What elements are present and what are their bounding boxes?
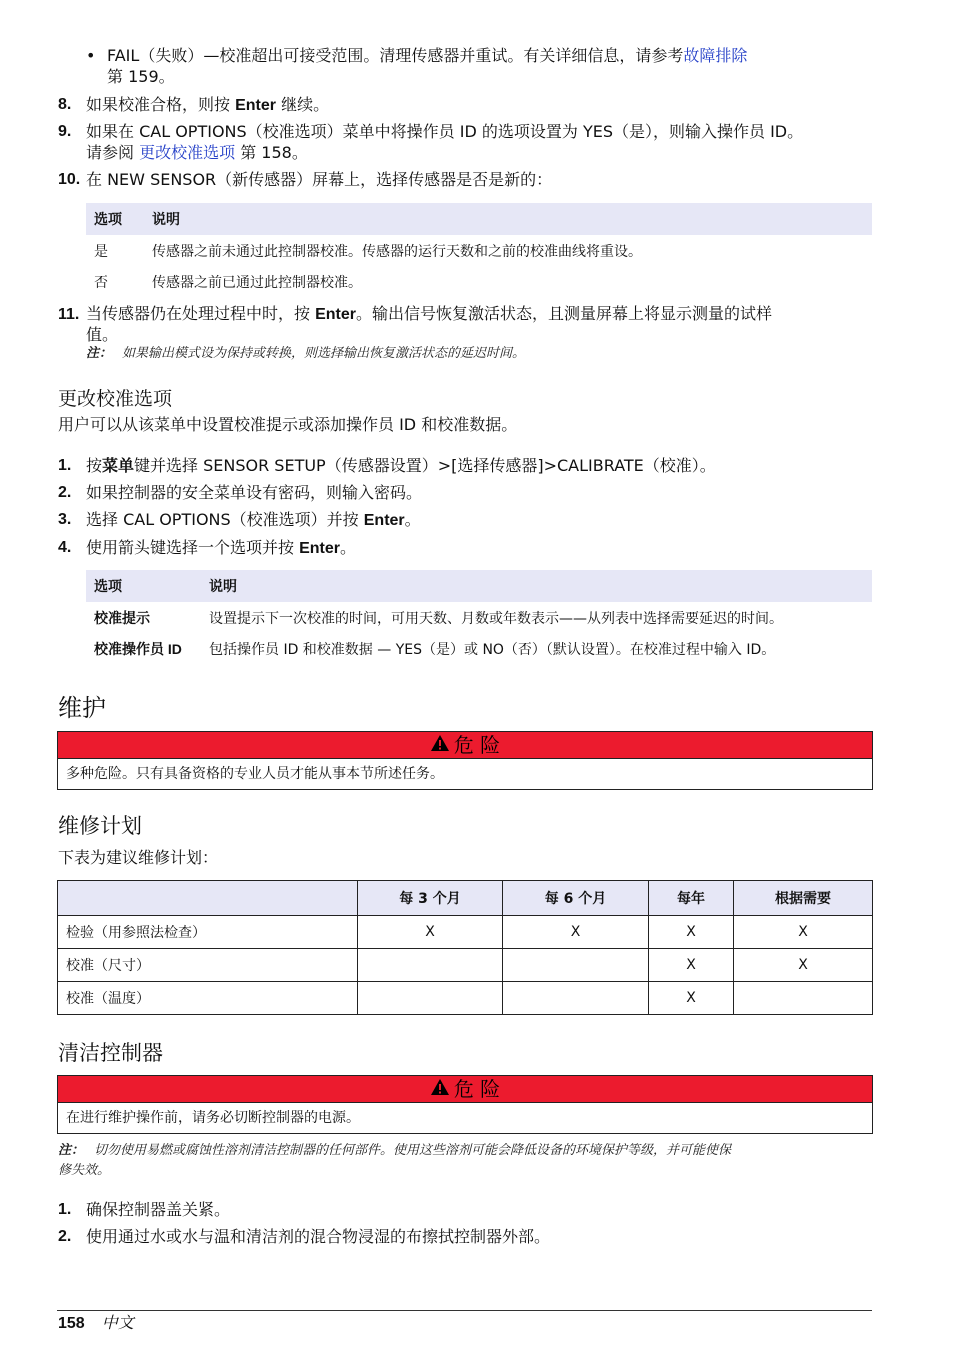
option-cell: 是	[94, 243, 108, 260]
danger-title: 危 险	[453, 1077, 501, 1101]
cal-step-4-part-a: 使用箭头键选择一个选项并按	[86, 538, 300, 557]
option-cell: 校准提示	[94, 609, 150, 626]
schedule-cell	[503, 949, 649, 982]
cal-step-1-part-b: 键并选择 SENSOR SETUP（传感器设置）>[选择传感器]>CALIBRATE（校准）。	[134, 456, 716, 475]
schedule-cell	[734, 982, 873, 1015]
warning-triangle-icon	[430, 1076, 450, 1102]
schedule-cell	[358, 982, 503, 1015]
schedule-cell: X	[734, 916, 873, 949]
cal-step-3-number: 3.	[58, 511, 72, 528]
option-cell: 校准操作员 ID	[94, 640, 182, 657]
cal-step-4-part-b: 。	[340, 538, 357, 557]
cal-step-4-number: 4.	[58, 539, 72, 556]
clean-step-2-text: 使用通过水或水与温和清洁剂的混合物浸湿的布擦拭控制器外部。	[86, 1227, 551, 1246]
step-11-part-b: 。输出信号恢复激活状态，且测量屏幕上将显示测量的试样	[356, 304, 773, 323]
section-title-clean-controller: 清洁控制器	[58, 1041, 163, 1065]
fail-bullet-line1	[107, 45, 747, 67]
schedule-cell: X	[649, 916, 734, 949]
step-9-number: 9.	[58, 123, 72, 140]
table-row	[86, 266, 872, 297]
table-row	[58, 982, 873, 1015]
section-title-maintenance: 维护	[58, 694, 106, 722]
enter-key-label: Enter	[235, 97, 276, 114]
description-cell: 传感器之前已通过此控制器校准。	[152, 274, 362, 291]
note-text: 如果输出模式设为保持或转换，则选择输出恢复激活状态的延迟时间。	[122, 346, 526, 361]
description-cell: 包括操作员 ID 和校准数据 — YES（是）或 NO（否）（默认设置）。在校准过程中输入 ID。	[209, 641, 776, 658]
schedule-cell: X	[734, 949, 873, 982]
step-9-line1: 如果在 CAL OPTIONS（校准选项）菜单中将操作员 ID 的选项设置为 YES（是），则输入操作员 ID。	[86, 122, 804, 141]
cal-step-4-text	[86, 537, 356, 560]
table-row	[86, 633, 872, 664]
column-header-option: 选项	[86, 203, 144, 235]
step-10-text: 在 NEW SENSOR（新传感器）屏幕上，选择传感器是否是新的：	[86, 170, 553, 189]
cal-step-2-text: 如果控制器的安全菜单设有密码，则输入密码。	[86, 483, 423, 502]
section-title-schedule: 维修计划	[58, 814, 142, 838]
column-header-description: 说明	[144, 203, 872, 235]
schedule-cell: X	[503, 916, 649, 949]
new-sensor-options-table	[86, 203, 872, 297]
cal-options-link[interactable]: 更改校准选项	[139, 143, 236, 162]
task-cell: 校准（尺寸）	[58, 949, 358, 982]
enter-key-label: Enter	[299, 540, 340, 557]
danger-header	[58, 732, 872, 759]
note-solvents-line2: 修失效。	[58, 1163, 111, 1178]
danger-text: 多种危险。只有具备资格的专业人员才能从事本节所述任务。	[66, 766, 444, 782]
schedule-intro: 下表为建议维修计划：	[58, 848, 219, 867]
footer-divider	[57, 1310, 872, 1311]
step-11-number: 11.	[58, 306, 80, 323]
note-label: 注：	[86, 346, 113, 361]
clean-step-1-number: 1.	[58, 1201, 72, 1218]
schedule-cell: X	[649, 982, 734, 1015]
fail-bullet-marker: •	[86, 46, 96, 65]
page-footer	[58, 1313, 134, 1334]
cal-options-table	[86, 570, 872, 664]
column-header-6-months: 每 6 个月	[503, 881, 649, 916]
table-row	[58, 916, 873, 949]
table-header-row	[86, 203, 872, 235]
enter-key-label: Enter	[315, 306, 356, 323]
schedule-cell	[503, 982, 649, 1015]
fail-bullet-text: FAIL（失败）—校准超出可接受范围。清理传感器并重试。有关详细信息，请参考	[107, 46, 684, 65]
table-row	[86, 602, 872, 633]
step-11-line1	[86, 303, 772, 326]
note-label: 注：	[58, 1143, 85, 1158]
cal-step-2-number: 2.	[58, 484, 72, 501]
step-8-number: 8.	[58, 96, 72, 113]
clean-step-2-number: 2.	[58, 1228, 72, 1245]
cal-step-3-part-a: 选择 CAL OPTIONS（校准选项）并按	[86, 510, 364, 529]
step-9-page: 第 158。	[235, 143, 308, 162]
column-header-3-months: 每 3 个月	[358, 881, 503, 916]
note-output-mode	[86, 344, 525, 364]
danger-box	[57, 731, 873, 790]
page-number: 158	[58, 1315, 85, 1332]
fail-bullet-page: 第 159。	[107, 67, 175, 86]
cal-step-1-text	[86, 455, 716, 478]
enter-key-label: Enter	[363, 512, 405, 529]
cal-step-1-number: 1.	[58, 457, 72, 474]
danger-title: 危 险	[453, 733, 501, 757]
step-10-number: 10.	[58, 171, 81, 188]
column-header-task	[58, 881, 358, 916]
warning-triangle-icon	[430, 732, 450, 758]
cal-step-1-part-a: 按	[86, 456, 103, 475]
troubleshooting-link[interactable]: 故障排除	[683, 46, 748, 65]
step-8-text	[86, 94, 329, 117]
danger-text: 在进行维护操作前，请务必切断控制器的电源。	[66, 1110, 360, 1126]
clean-step-1-text: 确保控制器盖关紧。	[86, 1200, 231, 1219]
option-cell: 否	[94, 274, 108, 291]
table-header-row	[86, 570, 872, 602]
column-header-as-needed: 根据需要	[734, 881, 873, 916]
note-solvents-line1	[58, 1141, 731, 1161]
task-cell: 检验（用参照法检查）	[58, 916, 358, 949]
maintenance-schedule-table	[57, 880, 873, 1015]
step-8-part-a: 如果校准合格，则按	[86, 95, 236, 114]
step-11-part-a: 当传感器仍在处理过程中时，按	[86, 304, 316, 323]
cal-step-3-text	[86, 509, 421, 532]
step-8-part-b: 继续。	[276, 95, 330, 114]
column-header-yearly: 每年	[649, 881, 734, 916]
description-cell: 设置提示下一次校准的时间，可用天数、月数或年数表示——从列表中选择需要延迟的时间。	[209, 610, 783, 627]
description-cell: 传感器之前未通过此控制器校准。传感器的运行天数和之前的校准曲线将重设。	[152, 243, 642, 260]
task-cell: 校准（温度）	[58, 982, 358, 1015]
step-9-see: 请参阅	[86, 143, 140, 162]
section-title-cal-options: 更改校准选项	[58, 388, 173, 410]
schedule-cell: X	[649, 949, 734, 982]
footer-language: 中文	[101, 1313, 134, 1332]
step-9-line2	[86, 142, 308, 164]
column-header-description: 说明	[201, 570, 872, 602]
schedule-cell	[358, 949, 503, 982]
schedule-cell: X	[358, 916, 503, 949]
menu-key-label: 菜单	[102, 458, 135, 475]
table-header-row	[58, 881, 873, 916]
column-header-option: 选项	[86, 570, 201, 602]
cal-options-intro: 用户可以从该菜单中设置校准提示或添加操作员 ID 和校准数据。	[58, 415, 518, 434]
danger-header	[58, 1076, 872, 1103]
danger-box	[57, 1075, 873, 1134]
step-11-line2: 值。	[86, 325, 119, 344]
table-row	[86, 235, 872, 266]
note-text: 切勿使用易燃或腐蚀性溶剂清洁控制器的任何部件。使用这些溶剂可能会降低设备的环境保护等级，并可能使保	[94, 1143, 732, 1158]
cal-step-3-part-b: 。	[404, 510, 421, 529]
table-row	[58, 949, 873, 982]
